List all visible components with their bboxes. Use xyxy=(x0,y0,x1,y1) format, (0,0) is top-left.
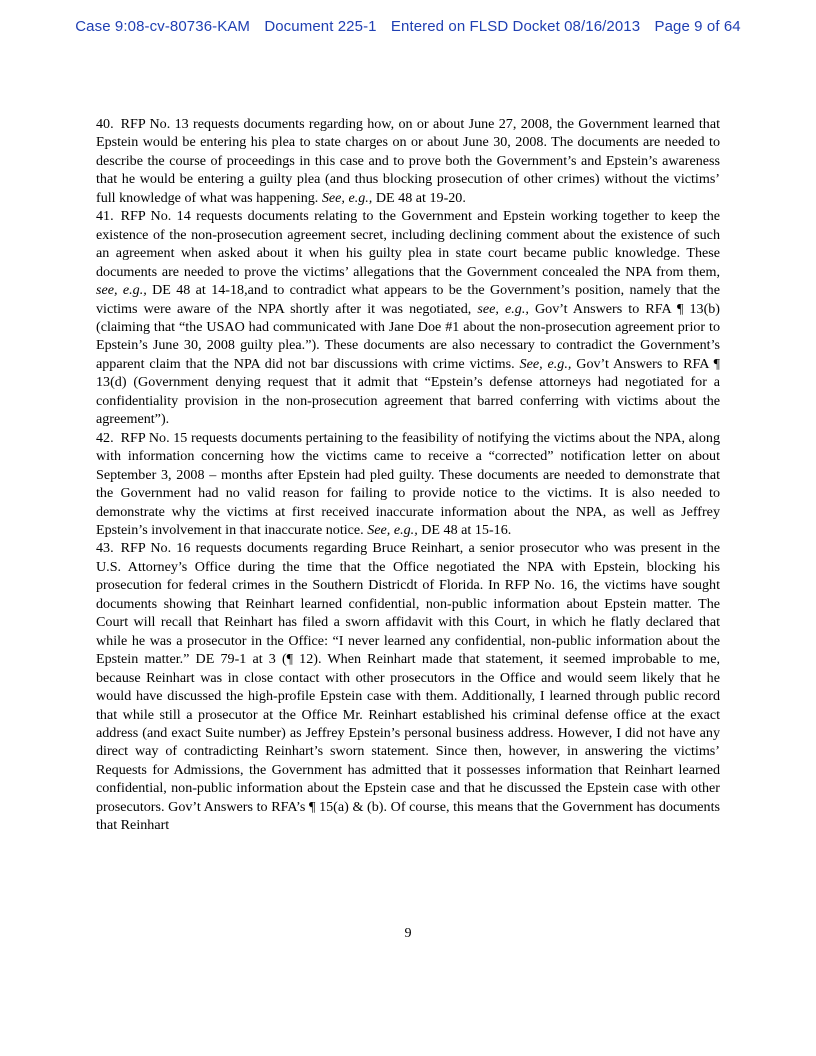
paragraph-text: DE 48 at 14-18,and to contradict what appears to be the Government’s position, namely that the victims were aware of the NPA shortly after it was negotiated, xyxy=(96,282,720,317)
citation-signal: see, e.g., xyxy=(96,282,147,299)
paragraph-43 xyxy=(96,539,720,834)
paragraph-40 xyxy=(96,115,720,207)
header-case-number: Case 9:08-cv-80736-KAM xyxy=(75,18,251,35)
paragraph-number: 42. xyxy=(96,429,114,446)
paragraph-number: 41. xyxy=(96,208,114,225)
paragraph-text: RFP No. 13 requests documents regarding how, on or about June 27, 2008, the Government learned that Epstein would be entering his plea to state charges on or about June 30, 2008. The documents are needed to describe the course of proceedings in this case and to prove both the Government’s and Epstein’s awareness that he would be entering a guilty plea (and thus blocking prosecution of other crimes) without the victims’ full knowledge of what was happening. xyxy=(96,116,720,206)
paragraph-number: 43. xyxy=(96,540,114,557)
paragraph-text: Gov’t Answers to RFA ¶ 13(b) (claiming that “the USAO had communicated with Jane Doe #1 about the non-prosecution agreement prior to Epstein’s June 30, 2008 guilty plea.”). These documents are also necessary to contradict the Government’s apparent claim that the NPA did not bar discussions with crime victims. xyxy=(96,300,721,372)
docket-header xyxy=(0,18,816,35)
document-body xyxy=(96,115,720,835)
paragraph-41 xyxy=(96,207,720,428)
paragraph-42 xyxy=(96,429,720,540)
paragraph-number: 40. xyxy=(96,116,114,132)
citation-signal: See, e.g., xyxy=(321,189,373,206)
paragraph-text: Gov’t Answers to RFA ¶ 13(d) (Government denying request that it admit that “Epstein’s defense attorneys had negotiated for a confidentiality provision in the non-prosecution agreement that barred conferring with victims about the agreement”). xyxy=(96,355,720,428)
page-number: 9 xyxy=(404,925,412,941)
citation-signal: See, e.g., xyxy=(367,521,418,538)
paragraph-text: RFP No. 15 requests documents pertaining to the feasibility of notifying the victims about the NPA, along with information concerning how the victims came to receive a “corrected” notification letter on about September 3, 2008 – months after Epstein had pled guilty. These documents are needed to demonstrate that the Government had no valid reason for failing to provide notice to the victims. It is also needed to demonstrate why the victims at first received inaccurate information about the NPA, as well as Jeffrey Epstein’s involvement in that inaccurate notice. xyxy=(96,429,720,538)
paragraph-text: RFP No. 14 requests documents relating to the Government and Epstein working together to keep the existence of the non-prosecution agreement secret, including declining comment about the existence of such an agreement when asked about it when his guilty plea in state court became public knowledge. These documents are needed to prove the victims’ allegations that the Government concealed the NPA from them, xyxy=(96,208,720,280)
header-entered-date: Entered on FLSD Docket 08/16/2013 xyxy=(390,18,641,35)
header-document-number: Document 225-1 xyxy=(264,18,377,35)
paragraph-text: RFP No. 16 requests documents regarding Bruce Reinhart, a senior prosecutor who was present in the U.S. Attorney’s Office during the time that the Office negotiated the NPA with Epstein, blocking his prosecution for federal crimes in the Southern Districdt of Florida. In RFP No. 16, the victims have sought documents showing that Reinhart learned confidential, non-public information about Epstein matter. The Court will recall that Reinhart has filed a sworn affidavit with this Court, in which he flatly declared that while he was a prosecutor in the Office: “I never learned any confidential, non-public information about the Epstein matter.” DE 79-1 at 3 (¶ 12). When Reinhart made that statement, it seemed improbable to me, because Reinhart was in close contact with other prosecutors in the Office and would seem likely that he would have discussed the high-profile Epstein case with them. Additionally, I learned through public record that while still a prosecutor at the Office Mr. Reinhart established his criminal defense office at the exact address (and exact Suite number) as Jeffrey Epstein’s personal business address. However, I did not have any direct way of contradicting Reinhart’s sworn statement. Since then, however, in answering the victims’ Requests for Admissions, the Government has admitted that it possesses information that Reinhart learned confidential, non-public information about the Epstein case and that he discussed the Epstein case with other prosecutors. Gov’t Answers to RFA’s ¶ 15(a) & (b). Of course, this means that the Government has documents that Reinhart xyxy=(96,540,720,834)
citation-signal: See, e.g., xyxy=(519,355,572,372)
paragraph-text: DE 48 at 19-20. xyxy=(372,189,466,206)
paragraph-text: DE 48 at 15-16. xyxy=(417,521,512,538)
header-page-count: Page 9 of 64 xyxy=(654,18,741,35)
citation-signal: see, e.g., xyxy=(477,300,529,317)
